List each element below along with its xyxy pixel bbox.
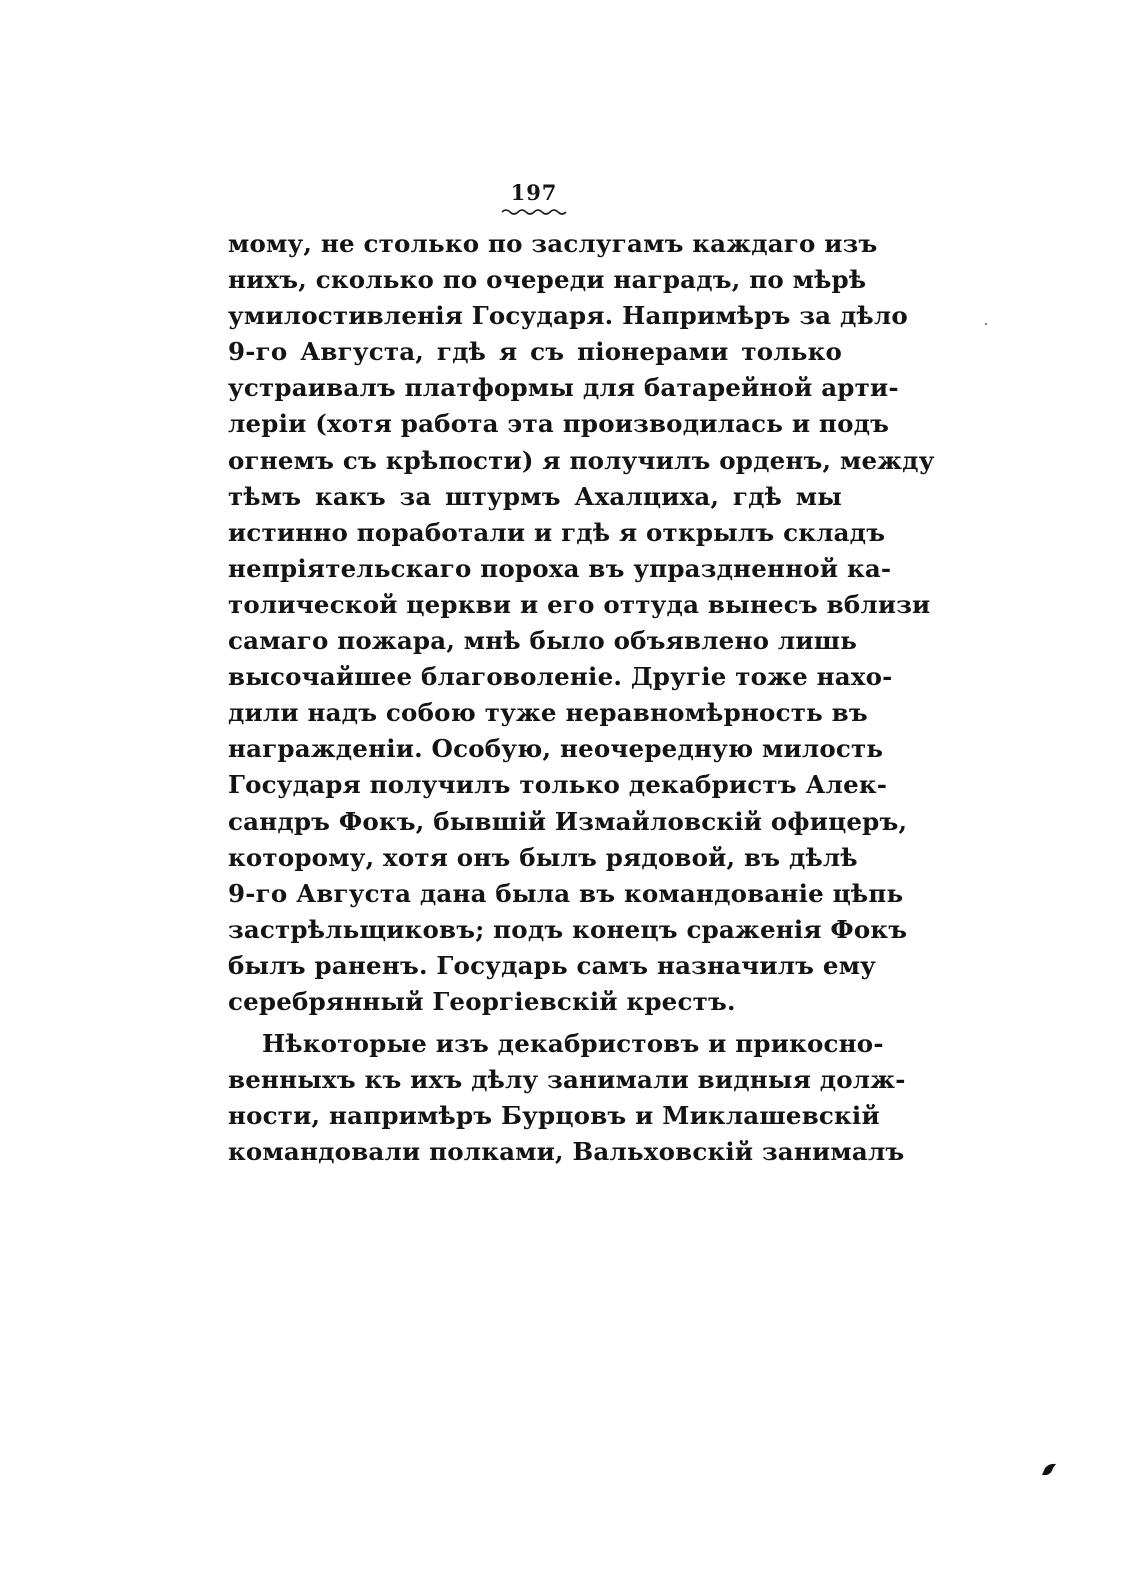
page-number: 197 — [510, 180, 558, 205]
text-line: которому, хотя онъ былъ рядовой, въ дѣлѣ — [228, 842, 858, 872]
text-line: 9-го Августа, гдѣ я съ піонерами только — [228, 337, 842, 367]
wavy-ornament-icon — [500, 207, 570, 217]
text-line: Государя получилъ только декабристъ Алек- — [228, 770, 888, 800]
text-line: серебрянный Георгіевскій крестъ. — [228, 986, 736, 1016]
text-line: былъ раненъ. Государь самъ назначилъ ему — [228, 950, 877, 980]
scan-speck — [985, 323, 987, 325]
text-line: самаго пожара, мнѣ было объявлено лишь — [228, 626, 858, 656]
text-line: истинно поработали и гдѣ я открылъ складъ — [228, 517, 886, 547]
text-line: огнемъ съ крѣпости) я получилъ орденъ, между — [228, 445, 935, 475]
body-text — [228, 226, 935, 1170]
text-line: тѣмъ какъ за штурмъ Ахалциха, гдѣ мы — [228, 481, 842, 511]
text-line: ности, напримѣръ Бурцовъ и Миклашевскій — [228, 1101, 880, 1131]
text-line: дили надъ собою туже неравномѣрность въ — [228, 698, 868, 728]
text-line: Нѣкоторые изъ декабристовъ и прикосно- — [262, 1029, 884, 1059]
text-line: командовали полками, Вальховскій занималъ — [228, 1137, 905, 1167]
text-line: мому, не столько по заслугамъ каждаго изъ — [228, 229, 878, 258]
paragraph-2 — [228, 1026, 906, 1170]
text-line: сандръ Фокъ, бывшій Измайловскій офицеръ, — [228, 806, 908, 836]
text-line: толической церкви и его оттуда вынесъ вблизи — [228, 589, 931, 619]
paragraph-1 — [228, 226, 935, 1020]
ink-blot-icon — [1041, 1462, 1057, 1476]
text-line: леріи (хотя работа эта производилась и подъ — [228, 409, 890, 439]
text-line: устраивалъ платформы для батарейной арти- — [228, 373, 899, 403]
text-line: нихъ, сколько по очереди наградъ, по мѣрѣ — [228, 265, 867, 295]
text-line: награжденіи. Особую, неочередную милость — [228, 734, 884, 764]
text-line: застрѣльщиковъ; подъ конецъ сраженія Фокъ — [228, 914, 908, 944]
text-line: венныхъ къ ихъ дѣлу занимали видныя долж- — [228, 1065, 906, 1095]
text-line: непріятельскаго пороха въ упраздненной ка- — [228, 553, 892, 583]
text-line: 9-го Августа дана была въ командованіе цѣпь — [228, 878, 904, 908]
text-line: высочайшее благоволеніе. Другіе тоже нахо- — [228, 662, 893, 692]
text-line: умилостивленія Государя. Напримѣръ за дѣло — [228, 301, 908, 331]
